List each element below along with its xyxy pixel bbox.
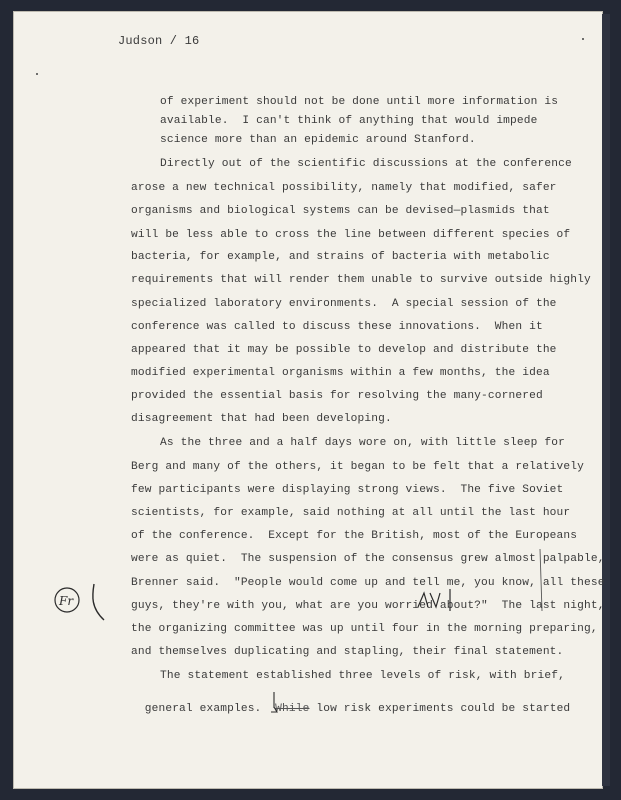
text-line: arose a new technical possibility, namely that modified, safer <box>131 182 557 194</box>
text-segment: low risk experiments could be started <box>309 703 571 715</box>
text-line-last <box>131 691 570 715</box>
text-line: were as quiet. The suspension of the consensus grew almost palpable, <box>131 553 605 565</box>
margin-line <box>540 549 542 611</box>
edit-mark <box>414 585 464 615</box>
edit-scribble <box>418 593 440 607</box>
annotation-slash <box>93 584 104 620</box>
text-line: Berg and many of the others, it began to be felt that a relatively <box>131 461 584 473</box>
text-line: appeared that it may be possible to develop and distribute the <box>131 344 557 356</box>
insert-caret <box>268 690 282 716</box>
text-line: scientists, for example, said nothing at all until the last hour <box>131 507 571 519</box>
text-line: of the conference. Except for the British, most of the Europeans <box>131 530 578 542</box>
text-line: specialized laboratory environments. A special session of the <box>131 298 557 310</box>
text-line: conference was called to discuss these innovations. When it <box>131 321 543 333</box>
text-line: As the three and a half days wore on, with little sleep for <box>160 437 565 449</box>
page-edge <box>602 14 610 786</box>
margin-annotation <box>48 578 120 634</box>
text-line: Directly out of the scientific discussions at the conference <box>160 158 572 170</box>
text-line: modified experimental organisms within a few months, the idea <box>131 367 550 379</box>
text-line: bacteria, for example, and strains of bacteria with metabolic <box>131 251 550 263</box>
text-line: the organizing committee was up until four in the morning preparing, <box>131 623 598 635</box>
caret-stroke <box>271 692 277 712</box>
text-line: few participants were displaying strong views. The five Soviet <box>131 484 564 496</box>
text-line: Brenner said. "People would come up and tell me, you know, all these <box>131 577 605 589</box>
text-line: of experiment should not be done until more information is <box>160 96 559 108</box>
text-line: and themselves duplicating and stapling, their final statement. <box>131 646 564 658</box>
text-line: The statement established three levels of risk, with brief, <box>160 670 565 682</box>
annotation-text: Fr <box>59 594 74 608</box>
text-line: disagreement that had been developing. <box>131 413 392 425</box>
speck <box>582 38 584 40</box>
text-line: requirements that will render them unable to survive outside highly <box>131 274 591 286</box>
text-line: guys, they're with you, what are you worried about?" The last night, <box>131 600 605 612</box>
text-line: provided the essential basis for resolving the many-cornered <box>131 390 543 402</box>
speck <box>36 73 38 75</box>
text-line: science more than an epidemic around Stanford. <box>160 134 476 146</box>
text-line: organisms and biological systems can be devised—plasmids that <box>131 205 550 217</box>
page-header: Judson / 16 <box>118 34 200 48</box>
text-line: will be less able to cross the line between different species of <box>131 229 571 241</box>
right-margin-mark <box>534 545 548 615</box>
text-line: available. I can't think of anything that would impede <box>160 115 538 127</box>
struck-word: While <box>275 703 310 715</box>
text-segment: general examples. <box>144 703 276 715</box>
